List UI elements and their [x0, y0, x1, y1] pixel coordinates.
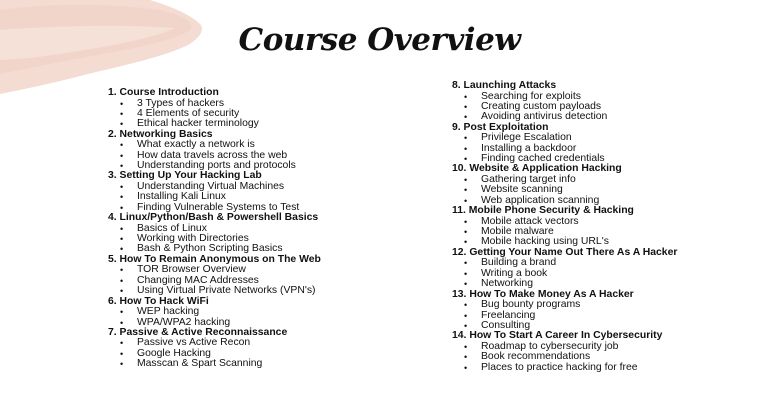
topic-text: 3 Types of hackers: [137, 97, 225, 109]
bullet-icon: •: [120, 181, 124, 192]
course-section: [108, 255, 438, 297]
topic-text: Installing Kali Linux: [137, 191, 226, 203]
topic-text: Masscan & Spart Scanning: [137, 358, 263, 370]
bullet-icon: •: [120, 192, 124, 203]
bullet-icon: •: [464, 154, 468, 165]
topic-item: [108, 203, 438, 213]
bullet-icon: •: [464, 341, 468, 352]
topic-item: [108, 318, 438, 328]
bullet-icon: •: [120, 223, 124, 234]
section-topic-list: [452, 217, 752, 248]
topic-text: Gathering target info: [481, 173, 576, 185]
section-heading: 8. Launching Attacks: [452, 80, 557, 91]
section-topic-list: [452, 258, 752, 289]
course-section: [452, 81, 752, 123]
bullet-icon: •: [464, 185, 468, 196]
topic-text: What exactly a network is: [137, 139, 255, 151]
section-heading: 7. Passive & Active Reconnaissance: [108, 326, 288, 338]
topic-text: Writing a book: [481, 267, 548, 279]
topic-item: [108, 359, 438, 369]
section-topic-list: [452, 92, 752, 123]
course-section: [452, 290, 752, 332]
section-heading: 12. Getting Your Name Out There As A Hacker: [452, 246, 678, 258]
topic-text: Ethical hacker terminology: [137, 118, 259, 130]
topic-text: WEP hacking: [137, 306, 200, 318]
bullet-icon: •: [120, 202, 124, 213]
topic-text: Networking: [481, 278, 533, 290]
topic-text: Places to practice hacking for free: [481, 361, 638, 373]
topic-text: TOR Browser Overview: [137, 264, 246, 276]
section-topic-list: [452, 300, 752, 331]
topic-text: Web application scanning: [481, 194, 600, 206]
topic-item: [108, 244, 438, 254]
course-section: [108, 130, 438, 172]
topic-text: Understanding Virtual Machines: [137, 180, 285, 192]
bullet-icon: •: [464, 216, 468, 227]
section-topic-list: [108, 338, 438, 369]
topic-text: Google Hacking: [137, 347, 211, 359]
bullet-icon: •: [464, 320, 468, 331]
course-section: [108, 297, 438, 328]
topic-text: Working with Directories: [137, 233, 249, 245]
course-section: [452, 206, 752, 248]
bullet-icon: •: [464, 237, 468, 248]
topic-text: Mobile malware: [481, 226, 554, 238]
course-section: [108, 88, 438, 130]
bullet-icon: •: [120, 275, 124, 286]
section-heading: 11. Mobile Phone Security & Hacking: [452, 205, 634, 217]
topic-text: Privilege Escalation: [481, 132, 572, 144]
bullet-icon: •: [464, 279, 468, 290]
bullet-icon: •: [120, 150, 124, 161]
bullet-icon: •: [464, 227, 468, 238]
bullet-icon: •: [120, 98, 124, 109]
course-section: [108, 213, 438, 255]
bullet-icon: •: [120, 359, 124, 370]
topic-text: Freelancing: [481, 309, 536, 321]
section-topic-list: [108, 224, 438, 255]
section-heading: 2. Networking Basics: [108, 128, 213, 140]
bullet-icon: •: [120, 108, 124, 119]
bullet-icon: •: [464, 133, 468, 144]
bullet-icon: •: [464, 143, 468, 154]
topic-item: [452, 112, 752, 122]
section-topic-list: [108, 140, 438, 171]
bullet-icon: •: [120, 307, 124, 318]
topic-text: Basics of Linux: [137, 222, 207, 234]
section-topic-list: [108, 182, 438, 213]
topic-item: [452, 196, 752, 206]
bullet-icon: •: [120, 161, 124, 172]
bullet-icon: •: [464, 310, 468, 321]
bullet-icon: •: [464, 362, 468, 373]
bullet-icon: •: [120, 338, 124, 349]
topic-text: Bug bounty programs: [481, 299, 581, 311]
topic-item: [108, 286, 438, 296]
topic-item: [452, 237, 752, 247]
topic-text: Installing a backdoor: [481, 142, 577, 154]
topic-text: WPA/WPA2 hacking: [137, 316, 231, 328]
topic-text: Roadmap to cybersecurity job: [481, 340, 619, 352]
section-heading: 13. How To Make Money As A Hacker: [452, 288, 634, 300]
topic-text: Passive vs Active Recon: [137, 337, 251, 349]
topic-text: 4 Elements of security: [137, 107, 240, 119]
section-topic-list: [108, 307, 438, 328]
bullet-icon: •: [464, 112, 468, 123]
topic-item: [452, 279, 752, 289]
topic-text: How data travels across the web: [137, 149, 288, 161]
section-heading: 10. Website & Application Hacking: [452, 163, 622, 175]
course-section: [452, 164, 752, 206]
section-heading: 1. Course Introduction: [108, 87, 219, 98]
topic-text: Creating custom payloads: [481, 100, 602, 112]
bullet-icon: •: [464, 91, 468, 102]
bullet-icon: •: [120, 286, 124, 297]
topic-text: Consulting: [481, 319, 531, 331]
bullet-icon: •: [464, 174, 468, 185]
section-heading: 9. Post Exploitation: [452, 121, 549, 133]
section-heading: 14. How To Start A Career In Cybersecurity: [452, 330, 663, 342]
section-topic-list: [452, 342, 752, 373]
section-topic-list: [108, 265, 438, 296]
bullet-icon: •: [120, 140, 124, 151]
course-section: [452, 123, 752, 165]
course-section: [452, 248, 752, 290]
topic-text: Finding Vulnerable Systems to Test: [137, 201, 300, 213]
section-heading: 3. Setting Up Your Hacking Lab: [108, 170, 262, 182]
bullet-icon: •: [120, 234, 124, 245]
bullet-icon: •: [120, 348, 124, 359]
topic-text: Mobile attack vectors: [481, 215, 579, 227]
course-section: [108, 328, 438, 370]
topic-text: Bash & Python Scripting Basics: [137, 243, 283, 255]
bullet-icon: •: [464, 300, 468, 311]
bullet-icon: •: [464, 268, 468, 279]
bullet-icon: •: [120, 265, 124, 276]
topic-text: Using Virtual Private Networks (VPN's): [137, 285, 316, 297]
section-heading: 4. Linux/Python/Bash & Powershell Basics: [108, 212, 319, 224]
topic-text: Changing MAC Addresses: [137, 274, 259, 286]
course-section: [108, 171, 438, 213]
topic-text: Understanding ports and protocols: [137, 160, 296, 172]
topic-item: [452, 363, 752, 373]
topic-item: [108, 119, 438, 129]
topic-text: Website scanning: [481, 184, 563, 196]
topic-text: Finding cached credentials: [481, 153, 605, 165]
section-heading: 5. How To Remain Anonymous on The Web: [108, 253, 321, 265]
topic-text: Avoiding antivirus detection: [481, 111, 608, 123]
bullet-icon: •: [464, 258, 468, 269]
topic-text: Book recommendations: [481, 351, 591, 363]
bullet-icon: •: [464, 101, 468, 112]
bullet-icon: •: [464, 352, 468, 363]
section-heading: 6. How To Hack WiFi: [108, 295, 209, 307]
section-topic-list: [452, 133, 752, 164]
page-title: Course Overview: [238, 22, 521, 58]
course-section: [452, 331, 752, 373]
topic-text: Searching for exploits: [481, 90, 581, 102]
right-column: [452, 81, 752, 373]
section-topic-list: [452, 175, 752, 206]
bullet-icon: •: [120, 119, 124, 130]
topic-text: Building a brand: [481, 257, 557, 269]
bullet-icon: •: [120, 317, 124, 328]
topic-item: [108, 161, 438, 171]
topic-text: Mobile hacking using URL's: [481, 236, 609, 248]
topic-item: [452, 154, 752, 164]
topic-item: [452, 321, 752, 331]
bullet-icon: •: [464, 195, 468, 206]
section-topic-list: [108, 99, 438, 130]
left-column: [108, 88, 438, 370]
bullet-icon: •: [120, 244, 124, 255]
